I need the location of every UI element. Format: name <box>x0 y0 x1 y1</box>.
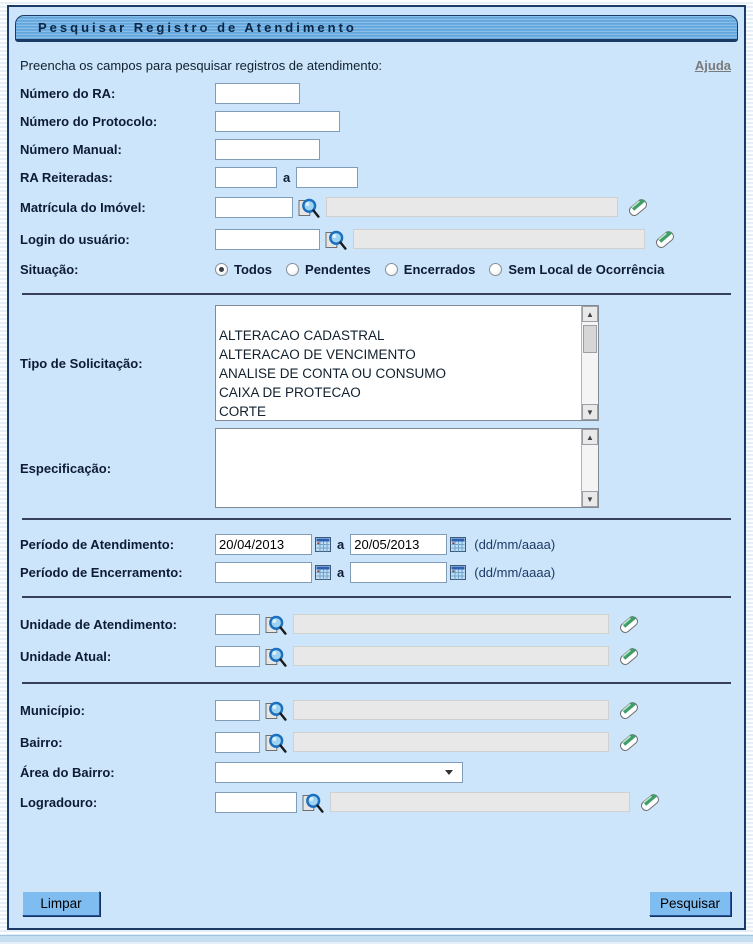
magnifier-document-icon <box>323 228 347 251</box>
periodo-atendimento-from-calendar-button[interactable] <box>315 537 331 552</box>
section-divider <box>22 682 731 684</box>
row-ra-reiteradas <box>20 163 733 191</box>
bairro-lookup-button[interactable] <box>263 731 287 754</box>
section-divider <box>22 518 731 520</box>
eraser-icon <box>617 731 640 753</box>
radio-label: Encerrados <box>403 261 476 277</box>
limpar-button[interactable]: Limpar <box>22 891 100 916</box>
list-item[interactable]: ALTERACAO DE VENCIMENTO <box>219 347 416 362</box>
unidade-atendimento-input[interactable] <box>215 614 260 635</box>
radio-label: Sem Local de Ocorrência <box>508 261 665 277</box>
municipio-input[interactable] <box>215 700 260 721</box>
eraser-icon <box>617 699 640 721</box>
situacao-radio-encerrados[interactable] <box>385 262 476 277</box>
unidade-atual-lookup-button[interactable] <box>263 645 287 668</box>
matricula-imovel-descricao-field <box>326 197 618 217</box>
calendar-icon <box>315 537 331 552</box>
intro-text: Preencha os campos para pesquisar registros de atendimento: <box>20 58 383 73</box>
list-item[interactable]: CAIXA DE PROTECAO <box>219 385 361 400</box>
scroll-up-icon[interactable]: ▲ <box>582 306 598 322</box>
ra-reiteradas-separator: a <box>283 169 291 185</box>
row-bairro <box>20 726 733 758</box>
area-bairro-select[interactable] <box>215 762 463 783</box>
row-periodo-encerramento <box>20 558 733 586</box>
row-matricula-imovel <box>20 191 733 223</box>
unidade-atendimento-lookup-button[interactable] <box>263 613 287 636</box>
list-item[interactable]: ALTERACAO CADASTRAL <box>219 328 385 343</box>
numero-ra-input[interactable] <box>215 83 300 104</box>
matricula-imovel-input[interactable] <box>215 197 293 218</box>
date-format-hint: (dd/mm/aaaa) <box>474 536 556 552</box>
especificacao-listbox[interactable] <box>215 428 599 508</box>
radio-icon[interactable] <box>286 263 299 276</box>
ra-reiteradas-from-input[interactable] <box>215 167 277 188</box>
row-unidade-atual <box>20 640 733 672</box>
eraser-icon <box>617 613 640 635</box>
help-link[interactable]: Ajuda <box>694 58 731 73</box>
logradouro-lookup-button[interactable] <box>300 791 324 814</box>
bairro-label: Bairro: <box>20 734 63 750</box>
panel-titlebar <box>15 15 738 42</box>
especificacao-scrollbar[interactable] <box>581 429 598 507</box>
periodo-encerramento-to-calendar-button[interactable] <box>450 565 466 580</box>
logradouro-descricao-field <box>330 792 630 812</box>
radio-icon[interactable] <box>489 263 502 276</box>
radio-icon[interactable] <box>385 263 398 276</box>
chevron-down-icon <box>445 770 453 775</box>
login-usuario-erase-button[interactable] <box>653 228 676 250</box>
button-row <box>20 891 733 918</box>
municipio-erase-button[interactable] <box>617 699 640 721</box>
row-login-usuario <box>20 223 733 255</box>
area-bairro-label: Área do Bairro: <box>20 764 115 780</box>
ra-reiteradas-to-input[interactable] <box>296 167 358 188</box>
calendar-icon <box>450 565 466 580</box>
periodo-atendimento-separator: a <box>337 536 345 552</box>
unidade-atendimento-descricao-field <box>293 614 609 634</box>
eraser-icon <box>638 791 661 813</box>
municipio-label: Município: <box>20 702 85 718</box>
logradouro-label: Logradouro: <box>20 794 98 810</box>
scrollbar-thumb[interactable] <box>583 325 597 353</box>
situacao-radio-todos[interactable] <box>215 262 272 277</box>
calendar-icon <box>315 565 331 580</box>
row-numero-ra <box>20 79 733 107</box>
logradouro-erase-button[interactable] <box>638 791 661 813</box>
row-tipo-solicitacao <box>20 305 733 421</box>
row-unidade-atendimento <box>20 608 733 640</box>
tipo-solicitacao-listbox[interactable] <box>215 305 599 421</box>
magnifier-document-icon <box>263 613 287 636</box>
numero-manual-input[interactable] <box>215 139 320 160</box>
matricula-imovel-lookup-button[interactable] <box>296 196 320 219</box>
list-item[interactable]: CORTE <box>219 404 267 419</box>
magnifier-document-icon <box>263 645 287 668</box>
unidade-atual-erase-button[interactable] <box>617 645 640 667</box>
logradouro-input[interactable] <box>215 792 297 813</box>
matricula-imovel-label: Matrícula do Imóvel: <box>20 199 146 215</box>
unidade-atual-descricao-field <box>293 646 609 666</box>
magnifier-document-icon <box>263 699 287 722</box>
row-situacao <box>20 255 733 283</box>
eraser-icon <box>617 645 640 667</box>
periodo-encerramento-label: Período de Encerramento: <box>20 564 183 580</box>
row-periodo-atendimento <box>20 530 733 558</box>
unidade-atendimento-label: Unidade de Atendimento: <box>20 616 177 632</box>
periodo-atendimento-label: Período de Atendimento: <box>20 536 175 552</box>
numero-protocolo-label: Número do Protocolo: <box>20 113 158 129</box>
login-usuario-input[interactable] <box>215 229 320 250</box>
periodo-encerramento-to-input[interactable] <box>350 562 447 583</box>
scroll-down-icon[interactable]: ▼ <box>582 404 598 420</box>
especificacao-label: Especificação: <box>20 460 112 476</box>
matricula-imovel-erase-button[interactable] <box>626 196 649 218</box>
login-usuario-lookup-button[interactable] <box>323 228 347 251</box>
unidade-atual-input[interactable] <box>215 646 260 667</box>
row-area-bairro <box>20 758 733 786</box>
municipio-descricao-field <box>293 700 609 720</box>
tipo-solicitacao-label: Tipo de Solicitação: <box>20 355 143 371</box>
bairro-input[interactable] <box>215 732 260 753</box>
especificacao-options <box>216 429 581 507</box>
calendar-icon <box>450 537 466 552</box>
scroll-down-icon[interactable]: ▼ <box>582 491 598 507</box>
municipio-lookup-button[interactable] <box>263 699 287 722</box>
periodo-atendimento-to-calendar-button[interactable] <box>450 537 466 552</box>
situacao-radio-sem-local[interactable] <box>489 262 664 277</box>
numero-ra-label: Número do RA: <box>20 85 116 101</box>
periodo-encerramento-from-input[interactable] <box>215 562 312 583</box>
magnifier-document-icon <box>300 791 324 814</box>
eraser-icon <box>653 228 676 250</box>
numero-manual-label: Número Manual: <box>20 141 122 157</box>
periodo-encerramento-separator: a <box>337 564 345 580</box>
search-panel <box>7 5 746 930</box>
situacao-label: Situação: <box>20 261 79 277</box>
periodo-atendimento-to-input[interactable] <box>350 534 447 555</box>
date-format-hint: (dd/mm/aaaa) <box>474 564 556 580</box>
magnifier-document-icon <box>296 196 320 219</box>
pesquisar-button[interactable]: Pesquisar <box>649 891 731 916</box>
list-item[interactable]: ANALISE DE CONTA OU CONSUMO <box>219 366 447 381</box>
section-divider <box>22 596 731 598</box>
radio-label: Todos <box>234 261 273 277</box>
situacao-radio-group <box>215 262 672 277</box>
eraser-icon <box>626 196 649 218</box>
scroll-up-icon[interactable]: ▲ <box>582 429 598 445</box>
login-usuario-descricao-field <box>353 229 645 249</box>
section-divider <box>22 293 731 295</box>
periodo-atendimento-from-input[interactable] <box>215 534 312 555</box>
periodo-encerramento-from-calendar-button[interactable] <box>315 565 331 580</box>
tipo-solicitacao-scrollbar[interactable] <box>581 306 598 420</box>
row-logradouro <box>20 786 733 818</box>
unidade-atendimento-erase-button[interactable] <box>617 613 640 635</box>
row-municipio <box>20 694 733 726</box>
login-usuario-label: Login do usuário: <box>20 231 130 247</box>
ra-reiteradas-label: RA Reiteradas: <box>20 169 113 185</box>
radio-label: Pendentes <box>305 261 371 277</box>
page-title: Pesquisar Registro de Atendimento <box>38 20 357 35</box>
bottom-decorative-band <box>0 935 753 942</box>
bairro-descricao-field <box>293 732 609 752</box>
bairro-erase-button[interactable] <box>617 731 640 753</box>
row-numero-manual <box>20 135 733 163</box>
row-especificacao <box>20 428 733 508</box>
radio-icon[interactable] <box>215 263 228 276</box>
list-item[interactable] <box>216 307 581 326</box>
unidade-atual-label: Unidade Atual: <box>20 648 112 664</box>
tipo-solicitacao-options <box>216 306 581 420</box>
row-numero-protocolo <box>20 107 733 135</box>
magnifier-document-icon <box>263 731 287 754</box>
numero-protocolo-input[interactable] <box>215 111 340 132</box>
situacao-radio-pendentes[interactable] <box>286 262 371 277</box>
